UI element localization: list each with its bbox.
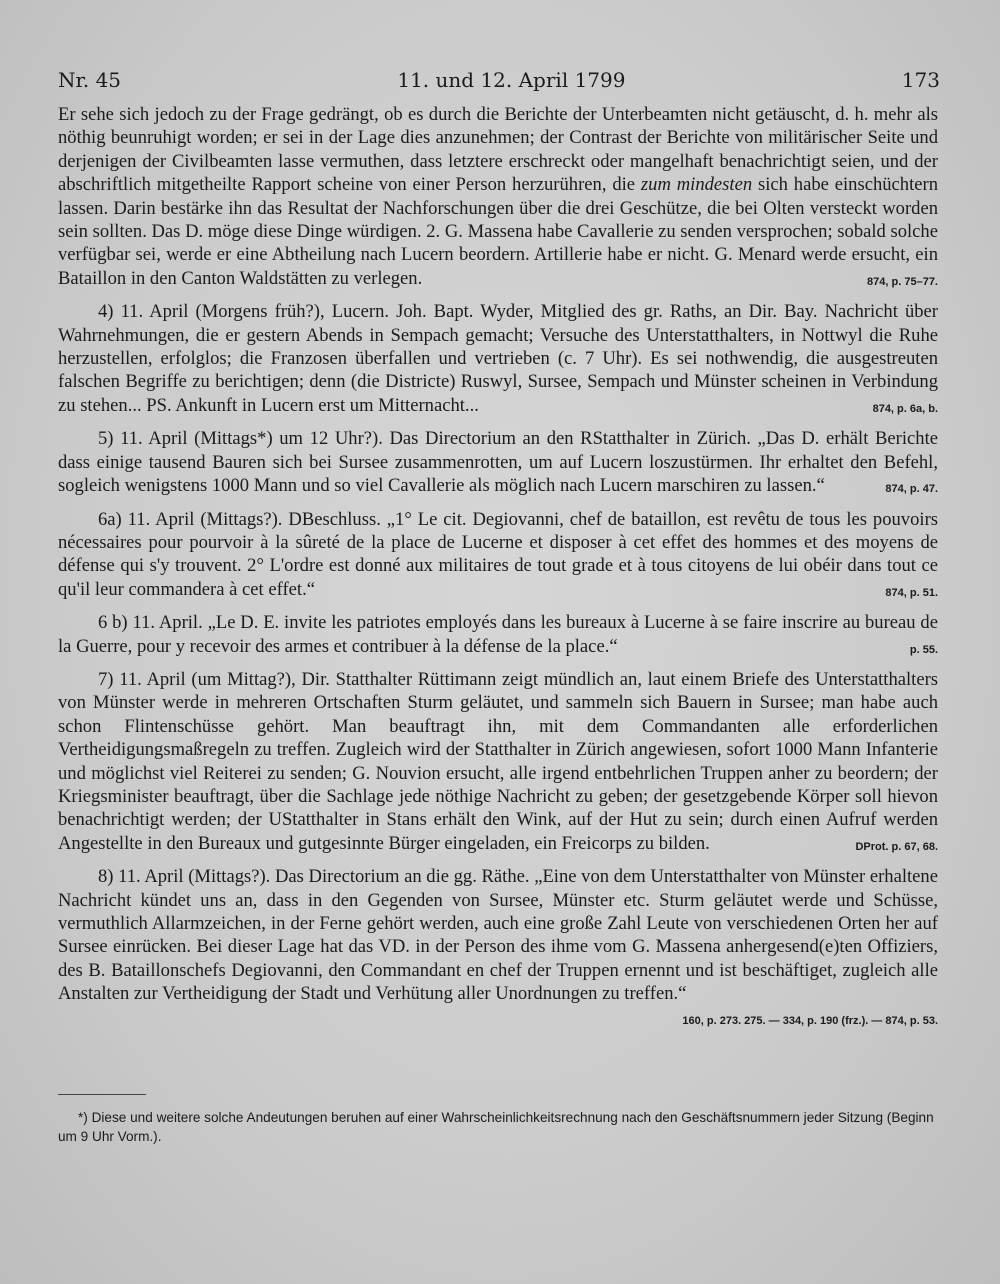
footnote: *) Diese und weitere solche Andeutungen beruhen auf einer Wahrscheinlichkeitsrechnung nach den Geschäftsnummern jeder Sitzung (Beginn um 9 Uhr Vorm.). [58, 1110, 934, 1144]
source-reference: p. 55. [909, 643, 938, 656]
source-reference: 874, p. 51. [885, 586, 938, 599]
entry-text: 8) 11. April (Mittags?). Das Directorium an die gg. Räthe. „Eine von dem Unterstatthalter von Münster erhaltene Nachricht kündet uns an, dass in den Gegenden von Sursee, Münster etc. Sturm geläutet werde und Schüsse, vermuthlich Allarmzeichen, in der Ferne gehört werden, auch eine große Zahl Leute von verschiedenen Orten her auf Sursee einrücken. Bei dieser Lage hat das VD. in der Person des ihme vom G. Massena anhergesend(e)ten Offiziers, des B. Bataillonschefs Degiovanni, den Commandant en chef der Truppen ernennt und ist beschäftiget, zugleich alle Anstalten zur Vertheidigung der Stadt und Verhütung aller Unordnungen zu treffen.“ [58, 866, 938, 1005]
body-text [58, 103, 938, 1033]
emphasis-text: zum mindesten [640, 174, 753, 196]
intro-text-part: sich habe einschüchtern lassen. Darin bestärke ihn das Resultat der Nachforschungen über die drei Geschütze, die bei Olten versteckt worden sein sollten. Das D. möge diese Dinge würdigen. 2. G. Massena habe Cavallerie zu senden versprochen; sobald solche verfügbar sei, werde er eine Abtheilung nach Lucern beordern. Artillerie habe er nicht. G. Menard werde ersucht, ein Bataillon in den Canton Waldstätten zu verlegen. [58, 174, 938, 289]
page-number: 173 [901, 68, 940, 92]
entry-paragraph [58, 668, 938, 855]
entry-text: 7) 11. April (um Mittag?), Dir. Statthalter Rüttimann zeigt mündlich an, laut einem Briefe des Unterstatthalters von Münster werde in mehreren Ortschaften Sturm geläutet, und sammeln sich Bauern in Sursee; man habe auch schon Flintenschüsse gehört. Man beauftragt ihn, mit dem Commandanten alle erforderlichen Vertheidigungsmaßregeln zu treffen. Zugleich wird der Statthalter in Zürich angewiesen, sofort 1000 Mann Infanterie und möglichst viel Reiterei zu senden; G. Nouvion ersucht, alle irgend entbehrlichen Truppen anher zu beordern; der Kriegsminister beauftragt, über die Sachlage jede nöthige Nachricht zu geben; der gesetzgebende Körper soll hievon benachrichtigt werden; der UStatthalter in Stans erhält den Wink, auf der Hut zu sein; durch einen Aufruf werden Angestellte in den Bureaux und gutgesinnte Bürger eingeladen, ein Freicorps zu bilden. [58, 668, 938, 854]
running-date: 11. und 12. April 1799 [397, 68, 626, 92]
footnote-divider [58, 1094, 146, 1095]
entry-paragraph [58, 508, 938, 602]
entry-paragraph [58, 300, 938, 417]
source-reference: DProt. p. 67, 68. [855, 840, 938, 853]
source-reference: 874, p. 6a, b. [872, 402, 938, 415]
entry-text: 5) 11. April (Mittags*) um 12 Uhr?). Das Directorium an den RStatthalter in Zürich. „Das D. erhält Berichte dass einige tausend Bauren sich bei Sursee zusammenrotten, um auf Lucern loszustürmen. Ihr erhaltet den Befehl, sogleich wenigstens 1000 Mann und so viel Cavallerie als möglich nach Lucern marschiren zu lassen.“ [58, 428, 938, 497]
source-reference: 874, p. 47. [885, 483, 938, 496]
document-number: Nr. 45 [58, 68, 122, 92]
page-header [58, 68, 940, 92]
entry-paragraph [58, 611, 938, 658]
entry-text: 6 b) 11. April. „Le D. E. invite les patriotes employés dans les bureaux à Lucerne à se faire inscrire au bureau de la Guerre, pour y recevoir des armes et contribuer à la défense de la place.“ [58, 612, 938, 657]
entry-paragraph [58, 427, 938, 497]
entry-text: 4) 11. April (Morgens früh?), Lucern. Joh. Bapt. Wyder, Mitglied des gr. Raths, an Dir. Bay. Nachricht über Wahrnehmungen, die er gestern Abends in Sempach gemacht; Versuche des Unterstatthalters, in Nottwyl die Ruhe herzustellen, erfolglos; die Franzosen überfallen und vertrieben (c. 7 Uhr). Es sei nothwendig, die ausgestreuten falschen Begriffe zu berichtigen; denn (die Districte) Ruswyl, Sursee, Sempach und Münster scheinen in Verbindung zu stehen... PS. Ankunft in Lucern erst um Mitternacht... [58, 301, 938, 416]
entry-text: 6a) 11. April (Mittags?). DBeschluss. „1° Le cit. Degiovanni, chef de bataillon, est revêtu de tous les pouvoirs nécessaires pour pourvoir à la sûreté de la place de Lucerne et disposer à cet effet des hommes et des moyens de défense qui s'y trouvent. 2° L'ordre est donné aux militaires de tout grade et à tous citoyens de lui obéir dans tout ce qu'il leur commandera à cet effet.“ [58, 508, 938, 600]
intro-text-part: Er sehe sich jedoch zu der Frage gedrängt, ob es durch die Berichte der Unterbeamten nicht getäuscht, d. h. mehr als nöthig beunruhigt worden; er sei in der Lage dies anzunehmen; der Contrast der Berichte von militärischer Seite und derjenigen der Civilbeamten lasse vermuthen, dass letztere erschreckt oder mangelhaft benachrichtigt seien, und der abschriftlich mitgetheilte Rapport scheine von einer Person herzurühren, die [58, 104, 938, 196]
intro-paragraph [58, 103, 938, 290]
source-reference: 874, p. 75–77. [867, 275, 938, 288]
entry-paragraph [58, 865, 938, 1027]
source-reference: 160, p. 273. 275. — 334, p. 190 (frz.). — 874, p. 53. [682, 1014, 938, 1027]
